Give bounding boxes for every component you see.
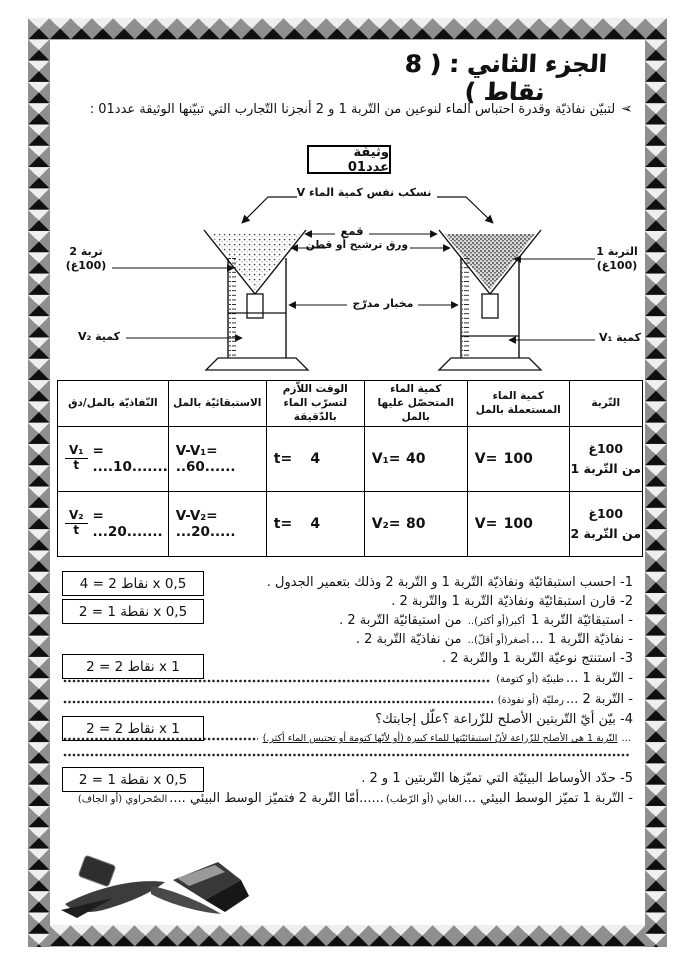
question-3-answer-2: [60, 692, 633, 707]
signature-graphic: [55, 852, 265, 927]
row2-obtained: [364, 491, 467, 556]
question-2-answer-1: [339, 613, 633, 628]
fraction-denominator: t: [73, 523, 80, 538]
answer-text: أكبر(أو أكثر)..: [467, 616, 525, 627]
answer-text: التّربة 1 هي الأصلح للزّراعة لأنّ استبقائيّتها للماء كبيرة (أو لأنّها كتومة أو تحتبس الماء أكثر.): [262, 733, 618, 744]
dotted-leader: [63, 737, 258, 741]
funnel-stem: [247, 294, 263, 318]
dotted-leader: [63, 679, 491, 683]
filter-paper-label: ورق ترشيح أو قطن: [305, 239, 408, 251]
row1-used: [467, 426, 569, 491]
time-value: 4: [310, 515, 321, 532]
fraction: [65, 444, 88, 473]
obtained-value: 80: [406, 515, 426, 532]
row2-soil-mass: 100غ: [588, 505, 624, 521]
row1-soil: [569, 426, 642, 491]
header-retention: الاستبقائيّة بالمل: [168, 381, 266, 427]
score-box-2: نقطة 1 = 2 x 0,5: [62, 599, 204, 624]
soil1-label: [591, 245, 643, 273]
obtained-value: 40: [406, 450, 426, 467]
score-box-3: نقاط 2 = 2 x 1: [62, 654, 204, 679]
cylinder-base: [206, 358, 308, 370]
soil1-fill: [445, 234, 535, 290]
table-row: [58, 491, 643, 556]
row1-time: [266, 426, 364, 491]
soil2-label: [58, 245, 114, 273]
row2-used: [467, 491, 569, 556]
cylinder-base: [439, 358, 541, 370]
time-symbol: t=: [273, 515, 293, 532]
question-5: 5- حدّد الأوساط البيئيّة التي تميّزها التّربتين 1 و 2 .: [361, 771, 633, 786]
fraction-numerator: V₁: [65, 444, 88, 459]
soil2-mass: (100غ): [65, 258, 107, 272]
answer-text: الغابي (أو الرّطب): [385, 794, 462, 805]
table-row: [58, 426, 643, 491]
document-number-box: وثيقة عدد01: [307, 145, 391, 174]
row1-obtained: [364, 426, 467, 491]
funnel-label: قمع: [340, 224, 364, 238]
row2-permeability: [58, 491, 169, 556]
answer-text: أصغر(أو أقلّ)..: [467, 635, 530, 646]
answer-suffix: من نفاذيّة التّربة 2 .: [355, 632, 466, 647]
used-symbol: V=: [474, 450, 498, 467]
volume-v2-label: كمية V₂: [77, 330, 121, 343]
question-4-answer: [60, 733, 633, 744]
dotted-answer-line: [60, 753, 633, 760]
answer-middle: ......أمّا التّربة 2 فتميّز الوسط البيئي ....: [169, 791, 384, 806]
left-apparatus: [204, 230, 308, 370]
frame-border-bottom: [28, 925, 667, 947]
arrow-bullet-icon: ➢: [621, 101, 633, 117]
answer-prefix: - التّربة 1 تميّز الوسط البيئي ...: [463, 791, 633, 806]
question-2: 2- قارن استبقائيّة ونفاذيّة التّربة 1 والتّربة 2 .: [391, 594, 633, 609]
row1-soil-mass: 100غ: [588, 440, 624, 456]
permeability-value: = ....10.......: [92, 442, 168, 475]
frame-border-left: [28, 18, 50, 947]
answer-text: طينيّة (أو كتومة): [496, 674, 564, 685]
used-value: 100: [503, 515, 533, 532]
intro-line: [57, 102, 633, 117]
header-time: الوقت اللاّزم لتسرّب الماء بالدّقيقة: [266, 381, 364, 427]
header-permeability: النّفاذيّة بالمل/دق: [58, 381, 169, 427]
question-3: 3- استنتج نوعيّة التّربة 1 والتّربة 2 .: [441, 651, 633, 666]
row1-retention: V-V₁= ..60......: [168, 426, 266, 491]
funnel-stem: [482, 294, 498, 318]
header-used: كمية الماء المستعملة بالمل: [467, 381, 569, 427]
soil2-name: تربة 2: [69, 245, 103, 258]
dotted-leader: [63, 753, 630, 757]
permeability-value: = ...20.......: [92, 507, 163, 540]
answer-prefix: - استبقائيّة التّربة 1: [526, 613, 633, 628]
right-apparatus: [439, 230, 541, 370]
row1-soil-name: من التّربة 1: [570, 460, 642, 476]
used-symbol: V=: [474, 515, 498, 532]
question-2-answer-2: [356, 632, 633, 647]
page-title: الجزء الثاني : ( 8 نقاط ): [404, 50, 608, 106]
header-obtained: كمية الماء المتحصّل عليها بالمل: [364, 381, 467, 427]
answer-prefix: - التّربة 2 ...: [565, 692, 633, 707]
header-soil: التّربة: [569, 381, 642, 427]
row2-time: [266, 491, 364, 556]
fraction-numerator: V₂: [65, 509, 88, 524]
pour-arrows: [242, 197, 493, 223]
answer-text: رمليّة (أو نفوذة): [497, 695, 564, 706]
row2-soil-name: من التّربة 2: [570, 525, 642, 541]
row2-soil: [569, 491, 642, 556]
row1-permeability: [58, 426, 169, 491]
question-3-answer-1: [60, 671, 633, 686]
row2-retention: V-V₂= ...20.....: [168, 491, 266, 556]
volume-v1-label: كمية V₁: [598, 331, 642, 344]
experiment-diagram: [48, 178, 648, 378]
intro-text: لتبيّن نفاذيّة وقدرة احتباس الماء لنوعين من التّربة 1 و 2 أنجزنا التّجارب التي تبيّنها الوثيقة عدد01 :: [89, 102, 616, 117]
answer-prefix: - نفاذيّة التّربة 1 ...: [531, 632, 633, 647]
time-value: 4: [310, 450, 321, 467]
score-box-4: نقاط 2 = 2 x 1: [62, 716, 204, 741]
question-1: 1- احسب استبقائيّة ونفاذيّة التّربة 1 و التّربة 2 وذلك بتعمير الجدول .: [266, 575, 633, 590]
score-box-1: نقاط 2 = 4 x 0,5: [62, 571, 204, 596]
soil1-mass: (100غ): [596, 258, 638, 272]
fraction: [65, 509, 88, 538]
answer-prefix: ...: [621, 733, 631, 744]
question-5-answer: [60, 791, 633, 806]
graduated-cylinder-label: مخبار مدرّج: [352, 297, 414, 310]
frame-border-right: [645, 18, 667, 947]
graduations: [229, 258, 236, 358]
question-4: 4- بيّن أيّ التّربتين الأصلح للزّراعة ؟علّل إجابتك؟: [375, 712, 633, 727]
graduations: [462, 258, 469, 358]
table-header-row: [58, 381, 643, 427]
time-symbol: t=: [273, 450, 293, 467]
obtained-symbol: V₂=: [371, 515, 401, 532]
pour-water-label: نسكب نفس كمية الماء V: [296, 186, 432, 199]
fraction-denominator: t: [73, 458, 80, 473]
frame-border-top: [28, 18, 667, 40]
answer-suffix: من استبقائيّة التّربة 2 .: [339, 613, 466, 628]
answer-prefix: - التّربة 1 ...: [565, 671, 633, 686]
used-value: 100: [503, 450, 533, 467]
dotted-leader: [63, 700, 493, 704]
answer-text: الصّحراوي (أو الجاف): [77, 794, 168, 805]
obtained-symbol: V₁=: [371, 450, 401, 467]
results-table: [57, 380, 643, 557]
soil1-name: التربة 1: [596, 245, 638, 258]
score-box-5: نقطة 1 = 2 x 0,5: [62, 767, 204, 792]
